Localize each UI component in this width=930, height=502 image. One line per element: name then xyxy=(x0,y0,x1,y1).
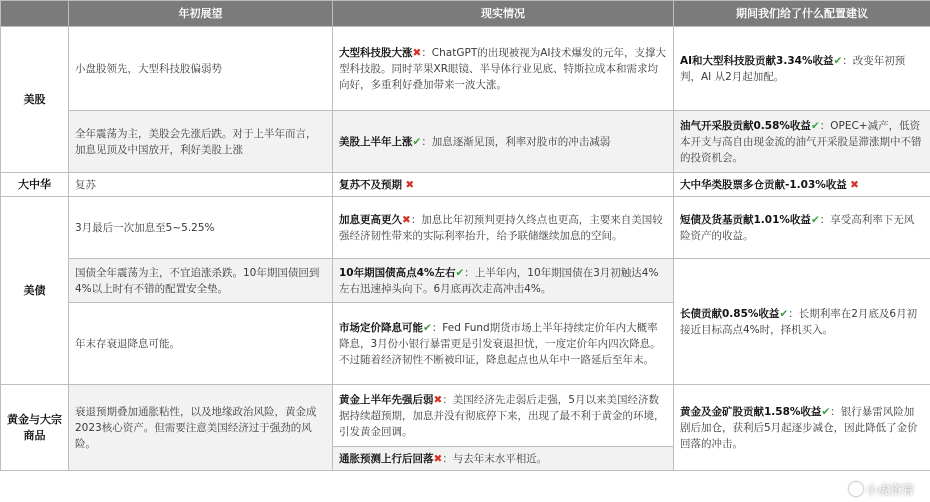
us-stocks-advice-2 xyxy=(674,111,930,173)
check-icon: ✔ xyxy=(810,119,820,132)
us-bonds-advice-2 xyxy=(674,259,930,385)
header-region xyxy=(1,1,69,27)
greater-china-expectation: 复苏 xyxy=(69,173,333,197)
check-icon: ✔ xyxy=(423,321,432,334)
reality-headline: 加息更高更久 xyxy=(339,213,402,226)
us-stocks-expectation-2: 全年震荡为主，美股会先涨后跌。对于上半年而言，加息见顶及中国放开，利好美股上涨 xyxy=(69,111,333,173)
advice-detail: ：OPEC+减产，低资本开支与高自由现金流的油气开采股是滞涨期中不错的投资机会。 xyxy=(680,119,922,164)
us-bonds-reality-1 xyxy=(333,197,674,259)
check-icon: ✔ xyxy=(833,54,843,67)
region-greater-china: 大中华 xyxy=(1,173,69,197)
table-row xyxy=(1,173,930,197)
cross-icon: ✖ xyxy=(433,452,443,465)
check-icon: ✔ xyxy=(821,405,831,418)
cross-icon: ✖ xyxy=(412,46,422,59)
us-bonds-expectation-3: 年末存衰退降息可能。 xyxy=(69,303,333,385)
watermark-text: 小虎资管 xyxy=(865,483,914,497)
check-icon: ✔ xyxy=(412,135,422,148)
advice-detail: ：银行暴雷风险加剧后加仓，获利后5月起逐步减仓，因此降低了金价回落的冲击。 xyxy=(680,405,918,450)
cross-icon: ✖ xyxy=(405,178,415,191)
gold-advice xyxy=(674,385,930,471)
advice-headline: AI和大型科技股贡献3.34%收益 xyxy=(680,54,834,67)
check-icon: ✔ xyxy=(455,266,465,279)
region-gold-commodities: 黄金与大宗商品 xyxy=(1,385,69,471)
reality-detail: ：Fed Fund期货市场上半年持续定价年内大概率降息，3月份小银行暴雷更是引发衰退担忧，一度定价年内四次降息。不过随着经济韧性不断被印证，降息起点也从年中一路延后至年末。 xyxy=(339,321,661,366)
cross-icon: ✖ xyxy=(402,213,411,226)
advice-headline: 黄金及金矿股贡献1.58%收益 xyxy=(680,405,822,418)
greater-china-advice xyxy=(674,173,930,197)
cross-icon: ✖ xyxy=(433,393,443,406)
us-bonds-expectation-2: 国债全年震荡为主，不宜追涨杀跌。10年期国债回到4%以上时有不错的配置安全垫。 xyxy=(69,259,333,303)
gold-reality-1 xyxy=(333,385,674,447)
advice-headline: 长债贡献0.85%收益 xyxy=(680,307,780,320)
reality-headline: 复苏不及预期 xyxy=(339,178,402,191)
check-icon: ✔ xyxy=(779,307,789,320)
table-row xyxy=(1,111,930,173)
table-row xyxy=(1,197,930,259)
us-stocks-reality-1 xyxy=(333,27,674,111)
gold-reality-2 xyxy=(333,447,674,471)
us-stocks-advice-1 xyxy=(674,27,930,111)
region-us-bonds: 美债 xyxy=(1,197,69,385)
us-bonds-reality-2 xyxy=(333,259,674,303)
reality-headline: 大型科技股大涨 xyxy=(339,46,413,59)
gold-expectation: 衰退预期叠加通胀粘性，以及地缘政治风险，黄金成2023核心资产。但需要注意美国经济过于强劲的风险。 xyxy=(69,385,333,471)
reality-detail: ：美国经济先走弱后走强，5月以来美国经济数据持续超预期，加息并没有彻底停下来，出现了最不利于黄金的环境，引发黄金回调。 xyxy=(339,393,665,438)
reality-detail: ：上半年内，10年期国债在3月初触达4%左右迅速掉头向下。6月底再次走高冲击4%。 xyxy=(339,266,659,295)
advice-detail: ：改变年初预判，AI 从2月起加配。 xyxy=(680,54,906,83)
header-expectation: 年初展望 xyxy=(69,1,333,27)
us-stocks-expectation-1: 小盘股领先，大型科技股偏弱势 xyxy=(69,27,333,111)
table-row xyxy=(1,385,930,447)
reality-headline: 美股上半年上涨 xyxy=(339,135,413,148)
us-stocks-reality-2 xyxy=(333,111,674,173)
advice-headline: 大中华类股票多仓贡献-1.03%收益 xyxy=(680,178,847,191)
reality-headline: 黄金上半年先强后弱 xyxy=(339,393,434,406)
advice-headline: 短债及货基贡献1.01%收益 xyxy=(680,213,811,226)
region-us-stocks: 美股 xyxy=(1,27,69,173)
advice-detail: ：享受高利率下无风险资产的收益。 xyxy=(680,213,915,242)
reality-headline: 10年期国债高点4%左右 xyxy=(339,266,456,279)
reality-detail: ：ChatGPT的出现被视为AI技术爆发的元年，支撑大型科技股。同时苹果XR眼镜、半导体行业见底、特斯拉成本和需求均向好，多重利好叠加带来一波大涨。 xyxy=(339,46,667,91)
advice-detail: ：长期利率在2月底及6月初接近目标高点4%时，择机买入。 xyxy=(680,307,918,336)
reality-headline: 通胀预测上行后回落 xyxy=(339,452,434,465)
table-row xyxy=(1,259,930,303)
reality-detail: ：加息比年初预判更持久终点也更高，主要来自美国较强经济韧性带来的实际利率抬升，给予联储继续加息的空间。 xyxy=(339,213,663,242)
check-icon: ✔ xyxy=(810,213,820,226)
us-bonds-advice-1 xyxy=(674,197,930,259)
reality-detail: ：加息逐渐见顶，利率对股市的冲击减弱 xyxy=(421,135,611,148)
reality-headline: 市场定价降息可能 xyxy=(339,321,423,334)
advice-headline: 油气开采股贡献0.58%收益 xyxy=(680,119,811,132)
header-advice: 期间我们给了什么配置建议 xyxy=(674,1,930,27)
reality-detail: ：与去年末水平相近。 xyxy=(442,452,548,465)
greater-china-reality xyxy=(333,173,674,197)
camera-icon xyxy=(849,482,863,496)
header-reality: 现实情况 xyxy=(333,1,674,27)
table-row xyxy=(1,27,930,111)
source-watermark xyxy=(849,481,914,498)
us-bonds-reality-3 xyxy=(333,303,674,385)
us-bonds-expectation-1: 3月最后一次加息至5~5.25% xyxy=(69,197,333,259)
cross-icon: ✖ xyxy=(850,178,859,191)
table-header-row xyxy=(1,1,930,27)
